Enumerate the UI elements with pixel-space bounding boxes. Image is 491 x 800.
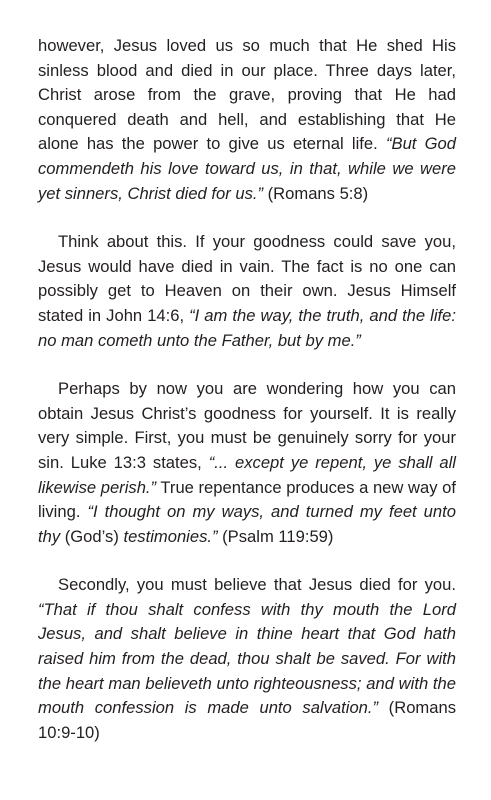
text-run: Perhaps by now you are wondering how you can obtain Jesus Christ’s goodness for yourself. It is really very simple. First, you must be genuinely sorry for your sin. Luke 13:3 states, (38, 379, 456, 472)
text-run: (God’s) (60, 526, 124, 546)
paragraph-3 (38, 377, 456, 549)
scripture-reference: (Psalm 119:59) (217, 526, 334, 546)
scripture-quote: “But God commendeth his love toward us, in that, while we were yet sinners, Christ died for us.” (38, 134, 456, 203)
text-run: however, Jesus loved us so much that He shed His sinless blood and died in our place. Three days later, Christ arose from the grave, proving that He had conquered death and hell, and establishing that He alone has the power to give us eternal life. (38, 36, 456, 154)
document-page (38, 34, 456, 769)
scripture-quote: “... except ye repent, ye shall all likewise perish.” (38, 452, 456, 497)
text-run: Secondly, you must believe that Jesus died for you. (58, 575, 456, 595)
text-run: True repentance produces a new way of living. (38, 477, 456, 522)
scripture-quote: testimonies.” (123, 526, 218, 546)
scripture-quote: “That if thou shalt confess with thy mouth the Lord Jesus, and shalt believe in thine heart that God hath raised him from the dead, thou shalt be saved. For with the heart man believeth unto righteousness; and with the mouth confession is made unto salvation.” (38, 599, 456, 718)
paragraph-1 (38, 34, 456, 206)
scripture-quote: “I thought on my ways, and turned my feet unto thy (38, 502, 456, 546)
scripture-reference: (Romans 10:9-10) (38, 698, 456, 742)
text-run: Think about this. If your goodness could save you, Jesus would have died in vain. The fact is no one can possibly get to Heaven on their own. Jesus Himself stated in John 14:6, (38, 232, 456, 325)
scripture-quote: “I am the way, the truth, and the life: no man cometh unto the Father, but by me.” (38, 305, 456, 350)
paragraph-2 (38, 230, 456, 353)
scripture-reference: (Romans 5:8) (263, 183, 369, 203)
paragraph-4 (38, 573, 456, 745)
